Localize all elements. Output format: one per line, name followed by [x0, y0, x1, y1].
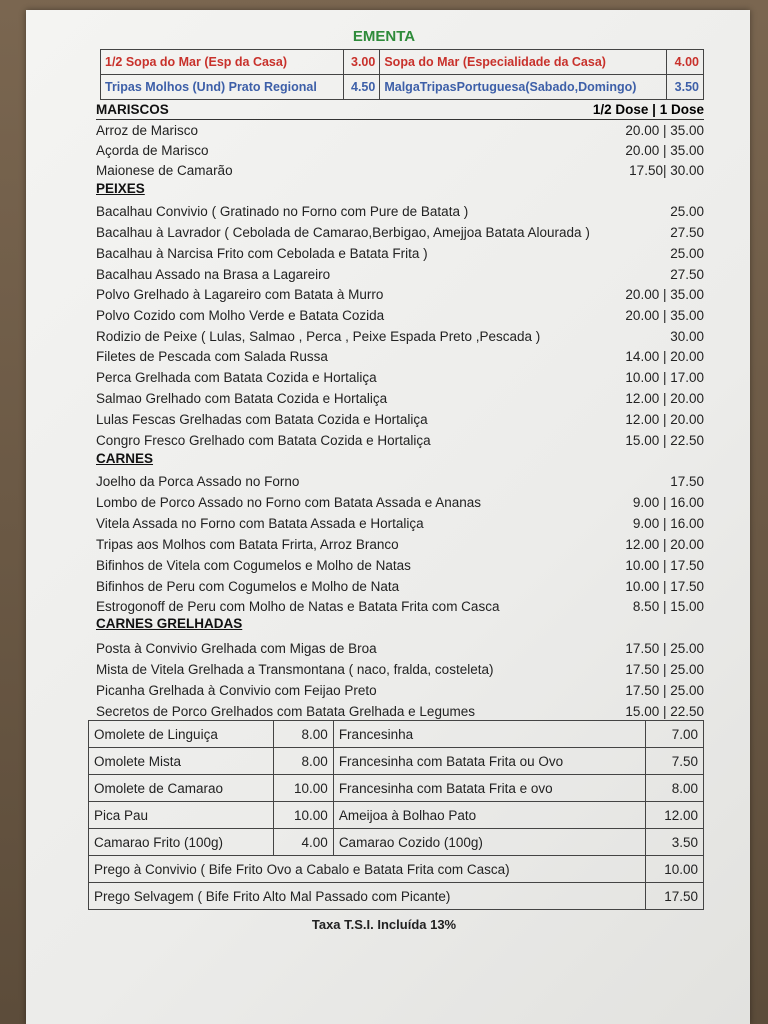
prego-price: 10.00: [645, 856, 703, 883]
snack-name: Francesinha com Batata Frita ou Ovo: [333, 748, 645, 775]
item-price: 10.00 | 17.50: [625, 578, 704, 594]
item-name: Salmao Grelhado com Batata Cozida e Hortaliça: [96, 390, 388, 406]
snack-name: Pica Pau: [89, 802, 274, 829]
snacks-table: [88, 720, 704, 910]
section-title-carnes: CARNES: [96, 451, 154, 466]
special-price: 3.00: [343, 50, 380, 75]
special-name: MalgaTripasPortuguesa(Sabado,Domingo): [380, 75, 667, 100]
menu-item: [96, 534, 704, 554]
item-price: 20.00 | 35.00: [625, 286, 704, 302]
item-name: Bifinhos de Vitela com Cogumelos e Molho de Natas: [96, 557, 411, 573]
item-name: Bacalhau à Lavrador ( Cebolada de Camarao,Berbigao, Amejjoa Batata Alourada ): [96, 224, 590, 240]
table-row: [89, 883, 704, 910]
menu-item: [96, 680, 704, 700]
item-name: Polvo Grelhado à Lagareiro com Batata à Murro: [96, 286, 384, 302]
menu-item: [96, 471, 704, 491]
item-price: 27.50: [670, 224, 704, 240]
item-price: 17.50 | 25.00: [625, 682, 704, 698]
special-name: 1/2 Sopa do Mar (Esp da Casa): [101, 50, 344, 75]
table-row: [89, 775, 704, 802]
snack-price: 7.00: [645, 721, 703, 748]
item-name: Estrogonoff de Peru com Molho de Natas e Batata Frita com Casca: [96, 598, 500, 614]
item-name: Filetes de Pescada com Salada Russa: [96, 348, 328, 364]
menu-item: [96, 659, 704, 679]
menu-item: [96, 576, 704, 596]
item-price: 14.00 | 20.00: [625, 348, 704, 364]
menu-item: [96, 430, 704, 450]
menu-item: [96, 388, 704, 408]
item-name: Bifinhos de Peru com Cogumelos e Molho de Nata: [96, 578, 400, 594]
snack-price: 8.00: [645, 775, 703, 802]
item-price: 17.50| 30.00: [629, 162, 704, 178]
menu-item: [96, 160, 704, 180]
item-price: 20.00 | 35.00: [625, 142, 704, 158]
menu-item: [96, 701, 704, 721]
item-name: Congro Fresco Grelhado com Batata Cozida e Hortaliça: [96, 432, 431, 448]
menu-item: [96, 409, 704, 429]
item-price: 15.00 | 22.50: [625, 703, 704, 719]
menu-item: [96, 284, 704, 304]
item-price: 25.00: [670, 245, 704, 261]
item-name: Secretos de Porco Grelhados com Batata Grelhada e Legumes: [96, 703, 475, 719]
specials-row: [101, 50, 704, 75]
item-name: Rodizio de Peixe ( Lulas, Salmao , Perca , Peixe Espada Preto ,Pescada ): [96, 328, 541, 344]
prego-name: Prego à Convivio ( Bife Frito Ovo a Cabalo e Batata Frita com Casca): [89, 856, 646, 883]
menu-item: [96, 513, 704, 533]
item-name: Perca Grelhada com Batata Cozida e Hortaliça: [96, 369, 377, 385]
snack-price: 12.00: [645, 802, 703, 829]
snack-name: Francesinha: [333, 721, 645, 748]
menu-item: [96, 367, 704, 387]
section-title-grelhadas: CARNES GRELHADAS: [96, 616, 243, 631]
table-row: [89, 748, 704, 775]
snack-name: Omolete Mista: [89, 748, 274, 775]
prego-name: Prego Selvagem ( Bife Frito Alto Mal Passado com Picante): [89, 883, 646, 910]
menu-item: [96, 201, 704, 221]
item-name: Lombo de Porco Assado no Forno com Batata Assada e Ananas: [96, 494, 482, 510]
snack-price: 8.00: [274, 748, 333, 775]
table-row: [89, 856, 704, 883]
item-name: Posta à Convivio Grelhada com Migas de Broa: [96, 640, 377, 656]
item-name: Vitela Assada no Forno com Batata Assada e Hortaliça: [96, 515, 424, 531]
section-title-mariscos: MARISCOS: [96, 102, 169, 117]
item-price: 27.50: [670, 266, 704, 282]
menu-item: [96, 555, 704, 575]
special-price: 4.50: [343, 75, 380, 100]
menu-item: [96, 326, 704, 346]
item-price: 8.50 | 15.00: [632, 598, 704, 614]
specials-table: [100, 49, 704, 100]
item-name: Tripas aos Molhos com Batata Frirta, Arroz Branco: [96, 536, 399, 552]
item-name: Picanha Grelhada à Convivio com Feijao Preto: [96, 682, 377, 698]
special-price: 4.00: [667, 50, 704, 75]
item-price: 10.00 | 17.50: [625, 557, 704, 573]
snack-name: Omolete de Camarao: [89, 775, 274, 802]
item-price: 20.00 | 35.00: [625, 307, 704, 323]
special-name: Sopa do Mar (Especialidade da Casa): [380, 50, 667, 75]
snack-name: Omolete de Linguiça: [89, 721, 274, 748]
item-price: 17.50: [670, 473, 704, 489]
item-price: 17.50 | 25.00: [625, 661, 704, 677]
item-price: 30.00: [670, 328, 704, 344]
snack-name: Ameijoa à Bolhao Pato: [333, 802, 645, 829]
snack-price: 10.00: [274, 802, 333, 829]
item-name: Arroz de Marisco: [96, 122, 199, 138]
item-price: 25.00: [670, 203, 704, 219]
item-name: Bacalhau Assado na Brasa a Lagareiro: [96, 266, 331, 282]
snack-price: 8.00: [274, 721, 333, 748]
item-name: Polvo Cozido com Molho Verde e Batata Cozida: [96, 307, 385, 323]
prego-price: 17.50: [645, 883, 703, 910]
item-name: Lulas Fescas Grelhadas com Batata Cozida e Hortaliça: [96, 411, 428, 427]
item-name: Açorda de Marisco: [96, 142, 209, 158]
item-price: 12.00 | 20.00: [625, 536, 704, 552]
menu-item: [96, 492, 704, 512]
dose-header: 1/2 Dose | 1 Dose: [592, 102, 704, 117]
item-price: 15.00 | 22.50: [625, 432, 704, 448]
item-price: 12.00 | 20.00: [625, 390, 704, 406]
item-price: 10.00 | 17.00: [625, 369, 704, 385]
menu-item: [96, 120, 704, 140]
item-name: Joelho da Porca Assado no Forno: [96, 473, 300, 489]
snack-name: Camarao Cozido (100g): [333, 829, 645, 856]
menu-item: [96, 140, 704, 160]
item-name: Bacalhau Convivio ( Gratinado no Forno com Pure de Batata ): [96, 203, 469, 219]
menu-title: EMENTA: [352, 28, 416, 45]
menu-item: [96, 596, 704, 616]
menu-item: [96, 243, 704, 263]
item-name: Mista de Vitela Grelhada a Transmontana ( naco, fralda, costeleta): [96, 661, 494, 677]
menu-item: [96, 305, 704, 325]
section-title-peixes: PEIXES: [96, 181, 145, 196]
special-name: Tripas Molhos (Und) Prato Regional: [101, 75, 344, 100]
item-name: Bacalhau à Narcisa Frito com Cebolada e Batata Frita ): [96, 245, 428, 261]
item-price: 12.00 | 20.00: [625, 411, 704, 427]
specials-row: [101, 75, 704, 100]
menu-item: [96, 264, 704, 284]
item-price: 9.00 | 16.00: [632, 515, 704, 531]
menu-item: [96, 222, 704, 242]
snack-name: Francesinha com Batata Frita e ovo: [333, 775, 645, 802]
snack-name: Camarao Frito (100g): [89, 829, 274, 856]
item-price: 20.00 | 35.00: [625, 122, 704, 138]
snack-price: 4.00: [274, 829, 333, 856]
item-price: 17.50 | 25.00: [625, 640, 704, 656]
snack-price: 7.50: [645, 748, 703, 775]
special-price: 3.50: [667, 75, 704, 100]
menu-item: [96, 346, 704, 366]
tax-note: Taxa T.S.I. Incluída 13%: [311, 917, 457, 932]
menu-item: [96, 638, 704, 658]
item-name: Maionese de Camarão: [96, 162, 233, 178]
table-row: [89, 829, 704, 856]
snack-price: 10.00: [274, 775, 333, 802]
table-row: [89, 802, 704, 829]
item-price: 9.00 | 16.00: [632, 494, 704, 510]
table-row: [89, 721, 704, 748]
snack-price: 3.50: [645, 829, 703, 856]
